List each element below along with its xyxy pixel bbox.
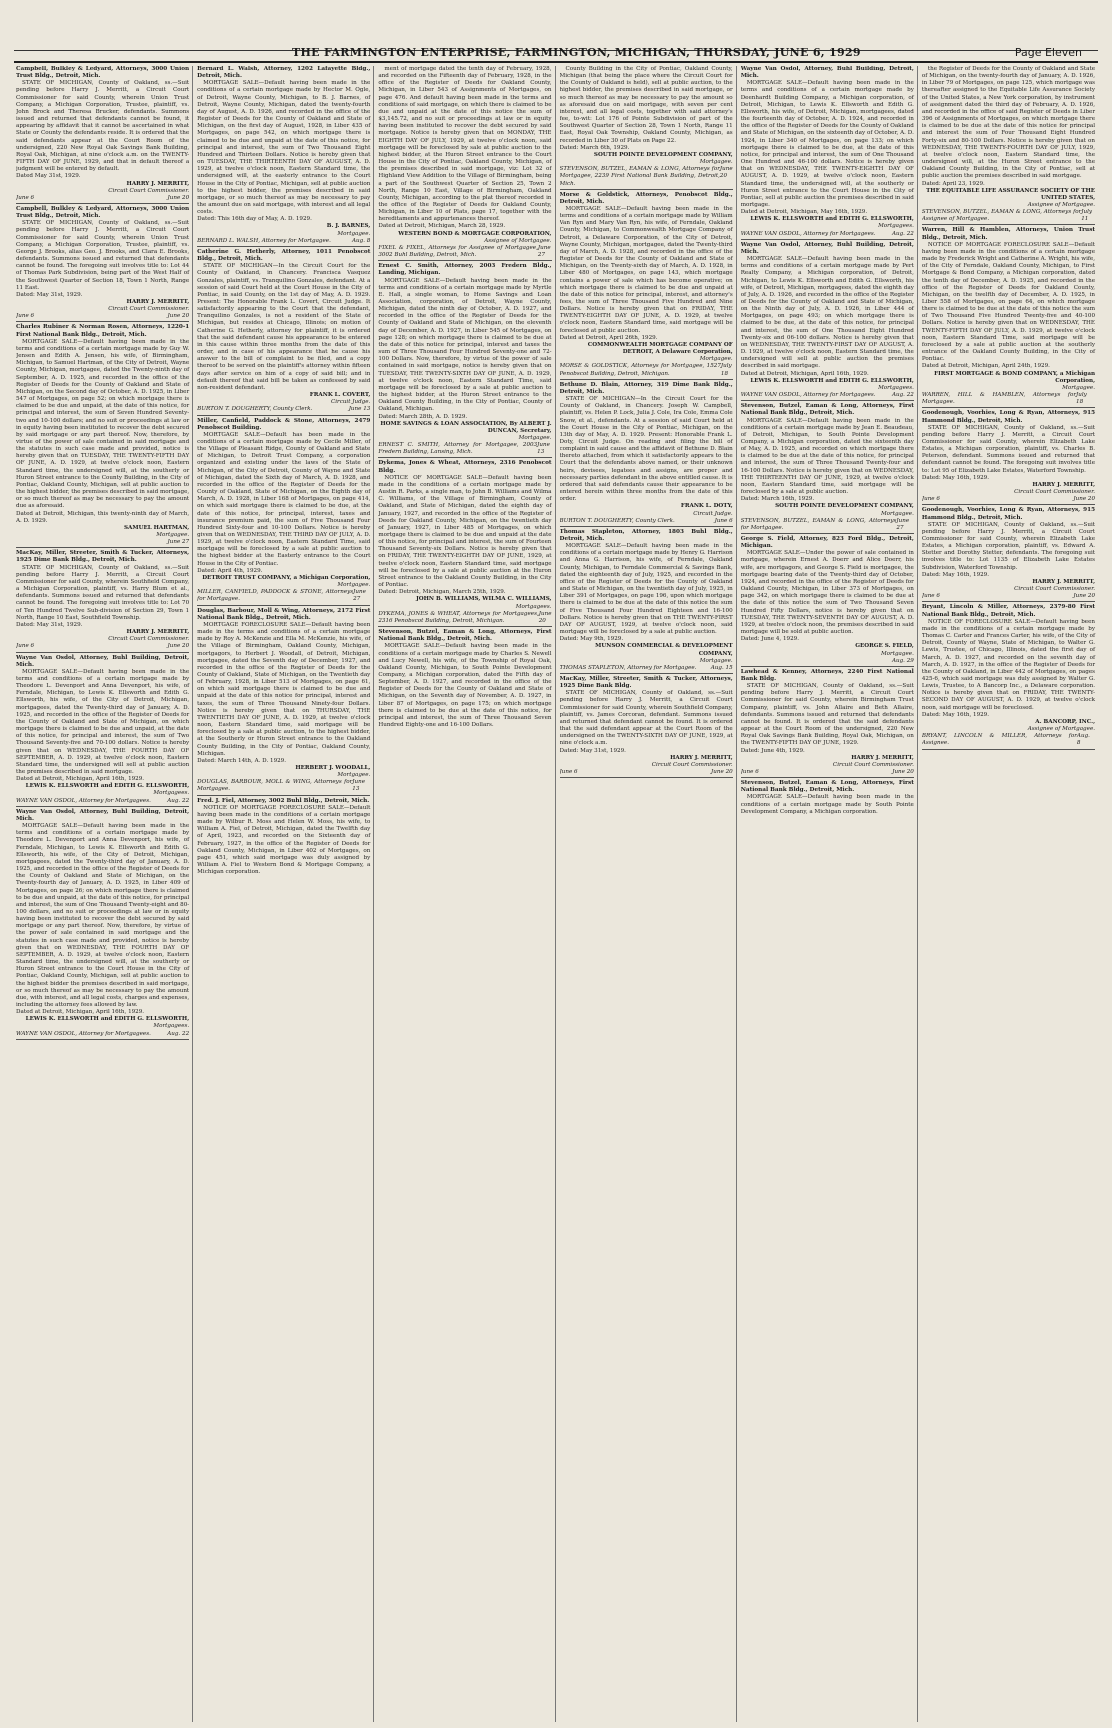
legal-notice — [922, 66, 1095, 225]
legal-notice — [16, 655, 189, 807]
notice-footer-right: June 13 — [352, 779, 366, 793]
notice-dated: Dated at Detroit, Michigan, April 24th, 1929. — [921, 363, 1050, 370]
notice-footer-left: June 6 — [921, 593, 940, 600]
notice-footer-right: July 18 — [720, 363, 732, 377]
notice-heading: Morse & Goldstick, Attorneys, Penobscot Bldg., Detroit, Mich. — [559, 191, 733, 205]
notice-role: Assignee of Mortgagee. — [1027, 726, 1096, 733]
notice-heading: Goodenough, Voorhies, Long & Ryan, Attorneys, 915 Hammond Bldg., Detroit, Mich. — [921, 507, 1096, 521]
notice-dated: Dated at Detroit, Michigan, April 16th, 1929. — [16, 776, 145, 783]
notice-footer — [378, 245, 551, 261]
notice-footer-right: July 18 — [1076, 392, 1087, 406]
notice-role: Mortgagee. — [1062, 384, 1096, 391]
notice-role: Circuit Court Commissioner. — [651, 761, 733, 768]
notice-footer — [16, 1031, 189, 1040]
notice-body: STATE OF MICHIGAN—In the Circuit Court for the County of Oakland, in Chancery. Francisca Vasquez Gonzales, plaintiff, vs. Tranquilino Gonzales, defendant. At a session of said Court held at the Court House in the City of Pontiac, in said County, on the 1st day of May, A. D. 1929. Present: The Honorable Frank L. Covert, Circuit Judge. It satisfactorily appearing to the Court that the defendant, Tranquilino Gonzales, is not a resident of the State of Michigan, but resides at Chicago, Illinois; on motion of Catherine G. Hetherly, attorney for plaintiff, it is ordered that the said defendant cause his appearance to be entered in this cause within three months from the date of this order, and in case of his appearance that he cause his answer to the bill of complaint to be filed, and a copy thereof to be served on the plaintiff's attorney within fifteen days after service on him of a copy of said bill; and in default thereof that said bill be taken as confessed by said non-resident defendant. — [197, 263, 371, 391]
notice-dated: Dated: March 28th, A. D. 1929. — [378, 413, 468, 420]
notice-footer-right: June 27 — [537, 244, 551, 259]
notice-footer-right: Aug. 29 — [891, 657, 914, 664]
legal-notice — [922, 410, 1095, 505]
notice-body: MORTGAGE FORECLOSURE SALE—Default having been made in the terms and conditions of a certain mortgage made by Roy A. McKenzie and Ella M. McKenzie, his wife, of the Village of Birmingham, Oakland County, Michigan, mortgagors, to Herbert J. Woodall, of Detroit, Michigan, mortgagee, dated the Seventh day of December, 1927, and recorded in the office of the Register of Deeds for the County of Oakland, State of Michigan, on the Twentieth day of February, 1928, in Liber 513 of Mortgages, on page 61, on which said mortgage there is claimed to be due and unpaid at the date of this notice for principal, interest and taxes, the sum of Three Thousand Ninety-four Dollars. Notice is hereby given that on THURSDAY, THE TWENTIETH DAY OF JUNE, A. D. 1929, at twelve o'clock noon, Eastern Standard time, said mortgage will be foreclosed by a sale at public auction, to the highest bidder, at the Southerly or Huron Street entrance to the Oakland County Building, in the City of Pontiac, Oakland County, Michigan. — [197, 621, 371, 757]
notice-footer-right: Aug. 22 — [891, 392, 914, 399]
notice-heading: Catherine G. Hetherly, Attorney, 1011 Penobscot Bldg., Detroit, Mich. — [197, 248, 371, 263]
notice-dated: Dated: March 14th, A. D. 1929. — [197, 757, 287, 764]
newspaper-column-5 — [741, 66, 918, 1722]
notice-body: County Building in the City of Pontiac, Oakland County, Michigan (that being the place where the Circuit Court for the County of Oakland is held), sell at public auction, to the highest bidder, the premises described in said mortgage, or so much thereof as may be necessary to pay the amount so as aforesaid due on said mortgage, with seven per cent interest, and all legal costs, together with said attorney's fee, to-wit: Lot 176 of Pointe Subdivision of part of the Southwest Quarter of Section 28, Town 1 North, Range 11 East, Royal Oak Township, Oakland County, Michigan, as recorded in Liber 30 of Plats on Page 22. — [559, 66, 733, 144]
notice-footer — [197, 779, 370, 795]
notice-signature: A. BANCORP, INC., — [1035, 718, 1096, 725]
notice-footer-right: Aug. 15 — [710, 664, 733, 671]
notice-heading: Charles Rubiner & Norman Rosen, Attorneys, 1220-1 First National Bank Bldg., Detroit, Mich. — [16, 324, 190, 338]
notice-signature: HARRY J. MERRITT, — [126, 180, 190, 187]
notice-body: MORTGAGE SALE—Default having been made in the conditions of a certain mortgage made by Henry G. Harrison and Anna G. Harrison, his wife, of Ferndale, Oakland County, Michigan, to Ferndale Commercial & Savings Bank, dated the eighteenth day of July, 1925, and recorded in the office of the Register of Deeds for the County of Oakland and State of Michigan, on the twentieth day of July, 1925, in Liber 391 of Mortgages, on page 196, upon which mortgage there is claimed to be due at the date of this notice the sum of Five Thousand Four Hundred Eighteen and 16-100 Dollars. Notice is hereby given that on THE TWENTY-FIRST DAY OF AUGUST, 1929, at twelve o'clock noon, said mortgage will be foreclosed by a sale at public auction. — [559, 543, 733, 636]
notice-footer-right: Aug. 22 — [167, 1030, 190, 1037]
notice-signature: HARRY J. MERRITT, — [1032, 481, 1096, 488]
notice-footer-left: June 6 — [16, 194, 35, 201]
notice-footer — [741, 518, 914, 534]
notice-footer-right: June 27 — [896, 517, 910, 531]
notice-heading: Wayne Van Osdol, Attorney, Buhl Building, Detroit, Mich. — [16, 654, 190, 668]
notice-footer — [16, 643, 189, 652]
notice-signature: JOHN B. WILLIAMS, WILMA C. WILLIAMS, — [416, 596, 552, 603]
notice-role: Mortgagee. — [699, 159, 733, 166]
notice-body: STATE OF MICHIGAN—In the Circuit Court for the County of Oakland, in Chancery. Joseph W. Campbell, plaintiff, vs. Helen P. Lock, Julia J. Cole, Ira Cole, Emma Cole Snow, et al., defendants. At a session of said Court held at the Court House in the City of Pontiac, Michigan, on the 13th day of May, A. D. 1929. Present: Honorable Frank L. Doty, Circuit Judge. On reading and filing the bill of complaint in said cause and the affidavit of Bethune D. Blain thereto attached, from which it satisfactorily appears to the Court that the defendants above named, or their unknown heirs, devisees, legatees and assigns, are proper and necessary parties defendant in the above entitled cause. It is ordered that said defendants cause their appearance to be entered herein within three months from the date of this order. — [559, 396, 733, 503]
notice-signature: LEWIS K. ELLSWORTH and EDITH G. ELLSWORTH, — [25, 1016, 190, 1023]
notice-heading: Bryant, Lincoln & Miller, Attorneys, 2379-80 First National Bank Bldg., Detroit, Mich. — [921, 604, 1096, 618]
notice-footer-left: BRYANT, LINCOLN & MILLER, Attorneys for Assignee. — [921, 733, 1077, 747]
legal-notice — [16, 324, 189, 548]
notice-footer-left: DYKEMA, JONES & WHEAT, Attorneys for Mortgagees, 2316 Penobscot Building, Detroit, Michigan. — [378, 610, 539, 624]
notice-footer — [922, 593, 1095, 602]
notice-footer-right: June 13 — [537, 442, 550, 456]
notice-body: STATE OF MICHIGAN, County of Oakland, ss.—Suit pending before Harry J. Merritt, a Circuit Court Commissioner for said County, wherein Southfield Company, plaintiff, vs. James Corcoran, defendant. Summons issued and returned that defendant cannot be found. It is ordered that the said defendant appear at the Court Room of the undersigned on the TWENTY-SIXTH DAY OF JUNE, 1929, at nine o'clock a.m. — [559, 690, 733, 747]
notice-footer-left: WAYNE VAN OSDOL, Attorney for Mortgagees. — [740, 230, 876, 237]
legal-notice — [560, 66, 733, 190]
notice-body: MORTGAGE SALE—Default having been made in the terms and conditions of a certain mortgage made by Guy W. Jensen and Edith A. Jensen, his wife, of Birmingham, Michigan, to Samuel Hartman, of the City of Detroit, Wayne County, Michigan, mortgagee, dated the Twenty-ninth day of September, A. D. 1925, and recorded in the office of the Register of Deeds for the County of Oakland and State of Michigan, on the Second day of October, A. D. 1925, in Liber 547 of Mortgages, on page 52; on which mortgage there is claimed to be due and unpaid, at the date of this notice, for principal and interest, the sum of Seven Hundred Seventy-two and 10-100 dollars; and no suit or proceedings at law or in equity having been instituted to recover the debt secured by said mortgage or any part thereof. Now, therefore, by virtue of the power of sale contained in said mortgage and the statutes in such case made and provided, notice is hereby given that on TUESDAY, THE TWENTY-FIFTH DAY OF JUNE, A. D. 1929, at twelve o'clock noon, Eastern Standard time, the undersigned will, at the southerly or Huron Street entrance to the County Building, in the City of Pontiac, Oakland County, Michigan, sell at public auction to the highest bidder, the premises described in said mortgage, or so much thereof as may be necessary to pay the amount due as aforesaid. — [16, 338, 190, 510]
legal-notice — [378, 66, 551, 261]
notice-body: MORTGAGE SALE—Default having been made in the terms and conditions of a certain mortgage made by Myrtle E. Hall, a single woman, to Home Savings and Loan Association, corporation, of Detroit, Wayne County, Michigan, dated the ninth day of October, A. D. 1927, and recorded in the office of the Register of Deeds for the County of Oakland and State of Michigan, on the eleventh day of December, A. D. 1927, in Liber 545 of Mortgages, on page 128; on which mortgage there is claimed to be due at the date of this notice for principal, interest and taxes the sum of Three Thousand Four Hundred Seventy-one and 72-100 Dollars. Now, therefore, by virtue of the power of sale contained in said mortgage, notice is hereby given that on TUESDAY, THE TWENTY-SIXTH DAY OF JUNE, A. D. 1929, at twelve o'clock noon, Eastern Standard Time, said mortgage will be foreclosed by a sale at public auction to the highest bidder, at the Huron Street entrance to the Oakland County Building, in the City of Pontiac, County of Oakland, Michigan. — [378, 277, 552, 413]
notice-role: Assignee of Mortgagee. — [1027, 201, 1096, 208]
notice-footer-left: DOUGLAS, BARBOUR, MOLL & WING, Attorneys for Mortgagee. — [197, 779, 353, 793]
notice-footer-left: MORSE & GOLDSTICK, Attorneys for Mortgagee, 1527 Penobscot Building, Detroit, Michigan. — [559, 363, 721, 377]
notice-role: Mortgagee. — [337, 582, 371, 589]
notice-footer — [741, 658, 914, 667]
notice-dated: Dated at Detroit, April 26th, 1929. — [559, 334, 658, 341]
notice-footer — [560, 363, 733, 379]
notice-footer-left: FIXEL & FIXEL, Attorneys for Assignee of Mortgagee, 3002 Buhl Building, Detroit, Mich. — [378, 244, 538, 259]
legal-notice — [560, 192, 733, 380]
masthead — [0, 0, 1112, 58]
notice-footer-left: WAYNE VAN OSDOL, Attorney for Mortgagees. — [740, 392, 876, 399]
notice-role: Mortgagees. — [515, 603, 552, 610]
notice-body: MORTGAGE SALE—Default having been made in the terms and conditions of a certain mortgage made by Deenhardt Building Company, a Michigan corporation, of Detroit, Michigan, to Lewis K. Ellsworth and Edith G. Ellsworth, his wife, of Detroit, Michigan, mortgagees, dated the fourteenth day of October, A. D. 1924, and recorded in the office of the Register of Deeds for the County of Oakland and State of Michigan, on the sixteenth day of October, A. D. 1924, in Liber 340 of Mortgages, on page 133; on which mortgage there is claimed to be due, at the date of this notice, for principal and interest, the sum of One Thousand One Hundred and 46-100 dollars. Notice is hereby given that on WEDNESDAY, THE TWENTY-EIGHTH DAY OF AUGUST, A. D. 1929, at twelve o'clock noon, Eastern Standard time, the undersigned will, at the southerly or Huron Street entrance to the Court House in the City of Pontiac, sell at public auction the premises described in said mortgage. — [740, 80, 914, 208]
notice-role: Circuit Court Commissioner. — [1014, 489, 1096, 496]
notice-role: Mortgagees. — [878, 223, 914, 230]
notice-footer-right: June 20 — [892, 769, 914, 775]
notice-heading: Goodenough, Voorhies, Long & Ryan, Attorneys, 915 Hammond Bldg., Detroit, Mich. — [921, 410, 1096, 424]
notice-dated: Dated: June 4, 1929. — [740, 636, 799, 643]
notice-body: MORTGAGE SALE—Default has been made in the conditions of a certain mortgage made by Cecile Miller, of the Village of Pleasant Ridge, County of Oakland and State of Michigan, to Detroit Trust Company, a corporation organized and existing under the laws of the State of Michigan, of the City of Detroit, County of Wayne and State of Michigan, dated the Sixth day of March, A. D. 1928, and recorded in the office of the Register of Deeds for the County of Oakland, State of Michigan, on the Eighth day of March, A. D. 1928, in Liber 168 of Mortgages, on page 414, on which said mortgage there is claimed to be due, at the date of this notice, for principal, interest, taxes and insurance premium paid, the sum of Five Thousand Four Hundred Sixty-four and 10-100 Dollars. Notice is hereby given that on WEDNESDAY, THE THIRD DAY OF JULY, A. D. 1929, at twelve o'clock noon, Eastern Standard Time, said mortgage will be foreclosed by a sale at public auction to the highest bidder at the Easterly entrance to the Court House in the City of Pontiac. — [197, 431, 371, 567]
notice-body: STATE OF MICHIGAN, County of Oakland, ss.—Suit pending before Harry J. Merritt, a Circuit Court Commissioner for said County, wherein Southfield Company, a Michigan Corporation, plaintiff, vs. Harry Blum et al., defendants. Summons issued and returned that defendants cannot be found. The foregoing suit involves title to: Lot 70 of Ten Hundred Twelve Sub-division of Section 29, Town 1 North, Range 10 East, Southfield Township. — [16, 564, 190, 621]
notice-role: Circuit Court Commissioner. — [108, 187, 190, 194]
notice-footer-left: BURTON T. DOUGHERTY, County Clerk. — [559, 517, 675, 524]
notice-signature: HARRY J. MERRITT, — [1032, 578, 1096, 585]
notice-role: Mortgagee. — [880, 650, 914, 657]
notice-signature: MUNSON COMMERCIAL & DEVELOPMENT COMPANY, — [595, 643, 733, 657]
notice-footer — [741, 769, 914, 778]
notice-footer — [16, 539, 189, 548]
notice-signature: FRANK L. DOTY, — [680, 503, 733, 510]
notice-heading: Fred. J. Fiel, Attorney, 3002 Buhl Bldg., Detroit, Mich. — [197, 797, 370, 804]
notice-role: Mortgagees. — [153, 790, 190, 797]
notice-footer-left: June 6 — [740, 769, 759, 775]
legal-notice — [922, 604, 1095, 749]
legal-notice — [741, 669, 914, 778]
notice-body: MORTGAGE SALE—Default having been made in the conditions of a certain mortgage made by Hector M. Ogle, of Detroit, Wayne County, Michigan, to B. J. Barnes, of Detroit, Wayne County, Michigan, dated the twenty-fourth day of August, A. D. 1926, and recorded in the office of the Register of Deeds for the County of Oakland and State of Michigan, on the first day of August, 1928, in Liber 435 of Mortgages, on page 542, on which mortgage there is claimed to be due and unpaid at the date of this notice, for principal and interest, the sum of Two Thousand Eight Hundred and Thirteen Dollars. Notice is hereby given that on TUESDAY, THE THIRTEENTH DAY OF AUGUST, A. D. 1929, at twelve o'clock noon, Eastern Standard time, the undersigned will, at the easterly entrance to the Court House in the City of Pontiac, Michigan, sell at public auction to the highest bidder, the premises described in said mortgage, or so much thereof as may be necessary to pay the amount due on said mortgage, with interest and all legal costs. — [197, 80, 371, 216]
notice-signature: FIRST MORTGAGE & BOND COMPANY, a Michigan Corporation, — [934, 370, 1096, 384]
notice-body: NOTICE OF FORECLOSURE SALE—Default having been made in the conditions of a certain mortgage made by Thomas C. Carter and Frances Carter, his wife, of the City of Detroit, County of Wayne, State of Michigan, to Walter G. Lewis, Trustee, of Chicago, Illinois, dated the first day of March, A. D. 1927, and recorded on the seventh day of March, A. D. 1927, in the office of the Register of Deeds for the County of Oakland, in Liber 442 of Mortgages, on pages 425-6, which said mortgage was duly assigned by Walter G. Lewis, Trustee, to A Bancorp Inc., a Delaware corporation. Notice is hereby given that on FRIDAY, THE TWENTY-SECOND DAY OF AUGUST, A. D. 1929, at twelve o'clock noon, said mortgage will be foreclosed. — [921, 618, 1096, 711]
notice-role: Mortgagee. — [699, 657, 733, 664]
notice-heading: George S. Field, Attorney, 823 Ford Bldg., Detroit, Michigan. — [740, 536, 914, 550]
notice-role: Circuit Court Commissioner. — [832, 761, 914, 768]
notice-footer-left: WAYNE VAN OSDOL, Attorney for Mortgagees. — [16, 797, 151, 804]
notice-footer — [560, 665, 733, 674]
notice-footer-right: June 20 — [538, 610, 552, 624]
notice-body: STATE OF MICHIGAN, County of Oakland, ss.—Suit pending before Harry J. Merritt, a Circuit Court Commissioner for said County, wherein Union Trust Company, a Michigan Corporation, Trustee, plaintiff, vs. George J. Brooks, alias Geo. J. Brooks, and Clara E. Brooks, defendants. Summons issued and returned that defendants cannot be found. The foregoing suit involves title to: Lot 44 of Thomas Park Subdivision, being part of the West Half of the Southwest Quarter of Section 18, Town 1 North, Range 11 East. — [16, 220, 190, 291]
notice-body: STATE OF MICHIGAN, County of Oakland, ss.—Suit pending before Harry J. Merritt, a Circuit Court Commissioner for said County, wherein Birmingham Trust Company, plaintiff, vs. John Allaire and Beth Allaire, defendants. Summons issued and returned that defendants cannot be found. It is ordered that the said defendants appear at the Court Room of the undersigned, 220 New Royal Oak Savings Bank Building, Royal Oak, Michigan, on the TWENTY-FIFTH DAY OF JUNE, 1929. — [740, 683, 914, 747]
notice-heading: MacKay, Miller, Streeter, Smith & Tucker, Attorneys, 1925 Dime Bank Bldg. — [559, 675, 733, 690]
legal-notice — [741, 66, 914, 240]
notice-role: Circuit Court Commissioner. — [108, 306, 190, 313]
notice-role: Circuit Judge. — [330, 399, 371, 406]
notice-footer-right: Aug. 22 — [167, 797, 190, 804]
notice-footer-right: June 27 — [353, 589, 366, 603]
notice-role: Mortgagee. — [156, 532, 190, 538]
newspaper-title: THE FARMINGTON ENTERPRISE, FARMINGTON, MICHIGAN, THURSDAY, JUNE 6, 1929 — [292, 46, 861, 59]
notice-signature: HERBERT J. WOODALL, — [295, 765, 371, 771]
notice-heading: Stevenson, Butzel, Eaman & Long, Attorneys, First National Bank Bldg., Detroit, Mich. — [378, 629, 552, 643]
legal-notice — [197, 249, 370, 416]
notice-body: ment of mortgage dated the tenth day of February, 1928, and recorded on the Fifteenth day of February, 1928, in the office of the Register of Deeds for Oakland County, Michigan, in Liber 543 of Assignments of Mortgages, on page 476. And default having been made in the terms and conditions of said mortgage, on which there is claimed to be due and unpaid at the date of this notice the sum of $3,145.72, and no suit or proceedings at law or in equity having been instituted to recover the debt secured by said mortgage. Notice is hereby given that on MONDAY, THE EIGHTH DAY OF JULY, 1929, at twelve o'clock noon, said mortgage will be foreclosed by sale at public auction to the highest bidder, at the Huron Street entrance to the Court House in the City of Pontiac, Oakland County, Michigan, of the premises described in said mortgage, viz: Lot 32 of Highland View Addition to the Village of Birmingham, being a part of the Southwest Quarter of Section 25, Town 2 North, Range 10 East, Village of Birmingham, Oakland County, Michigan, according to the plat thereof recorded in the office of the Register of Deeds for Oakland County, Michigan, in Liber 10 of Plats, page 17, together with the hereditaments and appurtenances thereof. — [378, 66, 552, 223]
legal-notice — [560, 676, 733, 778]
notice-heading: Ernest C. Smith, Attorney, 2003 Fredern Bldg., Landing, Michigan. — [378, 263, 552, 277]
notice-footer — [741, 231, 914, 240]
notice-footer-right: June 6 — [714, 517, 733, 524]
notice-dated: Dated: March 16th, 1929. — [740, 496, 815, 503]
legal-notice — [560, 529, 733, 674]
notice-signature: SAMUEL HARTMAN, — [124, 524, 190, 531]
notice-footer — [16, 313, 189, 322]
notice-body: NOTICE OF MORTGAGE FORECLOSURE SALE—Default having been made in the conditions of a certain mortgage made by Frederick Wright and Catherine A. Wright, his wife, of the City of Ferndale, Oakland County, Michigan, to First Mortgage & Bond Company, a Michigan corporation, dated the tenth day of December, A. D. 1925, and recorded in the office of the Register of Deeds for Oakland County, Michigan, on the twelfth day of December, A. D. 1925, in Liber 558 of Mortgages, on page 64, on which mortgage there is claimed to be due at the date of this notice the sum of Two Thousand Five Hundred Twenty-five and 40-100 Dollars. Notice is hereby given that on WEDNESDAY, THE TWENTY-FIFTH DAY OF JULY, A. D. 1929, at twelve o'clock noon, Eastern Standard Time, said mortgage will be foreclosed by a sale at public auction at the southerly entrance of the Oakland County Building, in the City of Pontiac. — [921, 241, 1096, 363]
notice-footer — [922, 209, 1095, 225]
notice-footer — [560, 769, 733, 778]
newspaper-column-4 — [560, 66, 737, 1722]
notice-dated: Dated: May 31st, 1929. — [16, 621, 83, 628]
notice-heading: MacKay, Miller, Streeter, Smith & Tucker, Attorneys, 1925 Dime Bank Bldg., Detroit, Mich. — [16, 550, 190, 564]
notice-heading: Warren, Hill & Hamblen, Attorneys, Union Trust Bldg., Detroit, Mich. — [921, 227, 1096, 241]
notice-heading: Stevenson, Butzel, Eaman & Long, Attorneys, First National Bank Bldg., Detroit, Mich. — [740, 780, 914, 794]
notice-footer-right: June 20 — [711, 769, 733, 775]
legal-notice — [741, 780, 914, 816]
newspaper-column-6 — [922, 66, 1098, 1722]
notice-footer — [922, 733, 1095, 749]
notice-role: Circuit Court Commissioner. — [1014, 586, 1096, 593]
notice-footer-right: Aug. 8 — [1076, 733, 1090, 747]
notice-dated: Dated at Detroit, Michigan, March 28, 1929. — [378, 223, 506, 230]
notice-heading: Stevenson, Butzel, Eaman & Long, Attorneys, First National Bank Bldg., Detroit, Mich. — [740, 403, 914, 417]
legal-notice — [922, 227, 1095, 408]
notice-signature: GEORGE S. FIELD, — [855, 643, 914, 650]
notice-footer — [741, 392, 914, 401]
notice-heading: Campbell, Bulkley & Ledyard, Attorneys, 3000 Union Trust Bldg., Detroit, Mich. — [16, 66, 190, 80]
notice-dated: Dated at Detroit, Michigan, April 16th, 1929. — [740, 370, 869, 377]
legal-notice — [378, 629, 551, 729]
notice-footer-right: June 27 — [167, 539, 190, 546]
notice-dated: Dated: May 31st, 1929. — [559, 747, 626, 754]
notice-signature: HOME SAVINGS & LOAN ASSOCIATION, By ALBERT J. DUNCAN, Secretary, — [380, 420, 552, 434]
notice-footer — [922, 392, 1095, 408]
notice-body: the Register of Deeds for the County of Oakland and State of Michigan, on the twenty-fourth day of January, A. D. 1926, in Liber 79 of Mortgages, on page 125, which mortgage was thereafter assigned to the Equitable Life Assurance Society of the United States, a New York corporation, by instrument of assignment dated the third day of February, A. D. 1926, and recorded in the office of said Register of Deeds in Liber 396 of Assignments of Mortgages, on which mortgage there is claimed to be due at the date of this notice for principal and interest the sum of Four Thousand Eight Hundred Forty-six and 80-100 Dollars. Notice is hereby given that on WEDNESDAY, THE TWENTY-FOURTH DAY OF JULY, 1929, at twelve o'clock noon, Eastern Standard time, the undersigned will, at the Huron Street entrance to the Oakland County Building, in the City of Pontiac, sell at public auction the premises described in said mortgage. — [921, 66, 1096, 180]
masthead-rule — [14, 61, 1098, 63]
notice-footer-left: June 6 — [16, 643, 35, 650]
legal-notice — [16, 66, 189, 204]
notice-body: STATE OF MICHIGAN, County of Oakland, ss.—Suit pending before Harry J. Merritt, a Circuit Court Commissioner for said County, wherein Elizabeth Lake Estates, a Michigan corporation, plaintiff, vs. Charles B. Peterson, defendant. Summons issued and returned that defendant cannot be found. The foregoing suit involves title to: Lot 95 of Elizabeth Lake Estates, Waterford Township. — [921, 424, 1096, 474]
notice-dated: Dated May 31st, 1929. — [16, 173, 81, 180]
notice-dated: Dated: May 16th, 1929. — [921, 571, 990, 578]
legal-notice — [197, 608, 370, 796]
notice-role: Circuit Judge. — [693, 510, 733, 517]
notice-role: Mortgagees. — [878, 384, 914, 391]
notice-signature: HARRY J. MERRITT, — [126, 629, 190, 636]
notice-footer-left: ERNEST C. SMITH, Attorney for Mortgagee, 2003 Fredern Building, Lansing, Mich. — [378, 442, 538, 456]
notice-heading: Lawhead & Kenney, Attorneys, 2240 First National Bank Bldg. — [740, 668, 914, 682]
notice-dated: Dated: May 16th, 1929. — [921, 474, 990, 481]
notice-dated: Dated at Detroit, Michigan, this twenty-ninth day of March, A. D. 1929. — [16, 510, 190, 524]
newspaper-column-1 — [16, 66, 193, 1722]
notice-footer — [197, 589, 370, 605]
notice-dated: Dated: April 4th, 1929. — [197, 567, 263, 574]
notice-heading: Dykema, Jones & Wheat, Attorneys, 2316 Penobscot Bldg. — [378, 460, 552, 474]
notice-dated: Dated: March 6th, 1929. — [559, 144, 630, 151]
notice-body: MORTGAGE SALE—Default having been made in the terms and conditions of a certain mortgage made by William Van Ryn and Mary Van Ryn, his wife, of Ferndale, Oakland County, Michigan, to Commonwealth Mortgage Company of Detroit, a Delaware Corporation, of the City of Detroit, Wayne County, Michigan, mortgagee, dated the Twenty-third day of March, A. D. 1928, and recorded in the office of the Register of Deeds for the County of Oakland and State of Michigan, on the Twenty-sixth day of March, A. D. 1928, in Liber 480 of Mortgages, on page 143, which mortgage contains a power of sale which has become operative; on which mortgage there is claimed to be due and unpaid at the date of this notice for principal, interest, and attorney's fees, the sum of Three Thousand Five Hundred and Nine Dollars. Notice is hereby given that on FRIDAY, THE TWENTY-EIGHTH DAY OF JUNE, A. D. 1929, at twelve o'clock noon, Eastern Standard time, said mortgage will be foreclosed at public auction. — [559, 205, 733, 334]
notice-body: STATE OF MICHIGAN, County of Oakland, ss.—Suit pending before Harry J. Merritt, a Circuit Court Commissioner for said County, wherein Elizabeth Lake Estates, a Michigan corporation, plaintiff, vs. Edward A. Stetter and Dorothy Stetter, defendants. The foregoing suit involves title to: Lot 1135 of Elizabeth Lake Estates Subdivision, Waterford Township. — [921, 521, 1096, 571]
notice-role: Mortgagee. — [337, 230, 371, 237]
notice-footer-left: WAYNE VAN OSDOL, Attorney for Mortgagees. — [16, 1030, 151, 1037]
notice-footer — [16, 195, 189, 204]
notice-body: MORTGAGE SALE—Default having been made in the terms and conditions of a certain mortgage made by Pert Realty Company, a Michigan corporation, of Detroit, Michigan, to Lewis K. Ellsworth and Edith G. Ellsworth, his wife, of Detroit, Michigan, mortgagees, dated the eighth day of July, A. D. 1926, and recorded in the office of the Register of Deeds for the County of Oakland and State of Michigan, on the Ninth day of July, A. D. 1926, in Liber 444 of Mortgages, on page 493; on which mortgage there is claimed to be due, at the date of this notice, for principal and interest, the sum of One Thousand Eight Hundred Twenty-six and 06-100 dollars. Notice is hereby given that on WEDNESDAY, THE TWENTY-FIRST DAY OF AUGUST, A. D. 1929, at twelve o'clock noon, Eastern Standard time, the undersigned will sell at public auction the premises described in said mortgage. — [740, 256, 914, 370]
notice-heading: Thomas Stapleton, Attorney, 1803 Buhl Bldg., Detroit, Mich. — [559, 528, 733, 542]
notice-body: MORTGAGE SALE—Under the power of sale contained in mortgage, wherein Ernest A. Doerr and Alice Doerr, his wife, are mortgagors, and George S. Field is mortgagee, the mortgage bearing date of the Twenty-third day of October, 1924, and recorded in the office of the Register of Deeds for Oakland County, Michigan, in Liber 373 of Mortgages, on page 342, on which mortgage there is claimed to be due at the date of this notice the sum of Two Thousand Seven Hundred Fifty Dollars, notice is hereby given that on TUESDAY, THE TWENTY-SEVENTH DAY OF AUGUST, A. D. 1929, at twelve o'clock noon, the premises described in said mortgage will be sold at public auction. — [740, 550, 914, 636]
notice-dated: Dated: May 31st, 1929. — [16, 291, 83, 298]
notice-footer-left: June 6 — [16, 313, 35, 320]
notice-signature: THE EQUITABLE LIFE ASSURANCE SOCIETY OF THE UNITED STATES, — [926, 187, 1096, 201]
notice-footer — [197, 406, 370, 415]
notice-signature: LEWIS K. ELLSWORTH and EDITH G. ELLSWORTH, — [750, 216, 914, 223]
notice-footer-right: Aug. 22 — [891, 230, 914, 237]
notice-footer-left: BURTON T. DOUGHERTY, County Clerk. — [197, 406, 313, 413]
notice-signature: HARRY J. MERRITT, — [126, 299, 190, 305]
newspaper-column-2 — [197, 66, 374, 1722]
notice-heading: Wayne Van Osdol, Attorney, Buhl Building, Detroit, Mich. — [16, 808, 190, 822]
notice-heading: Campbell, Bulkley & Ledyard, Attorneys, 3000 Union Trust Bldg., Detroit, Mich. — [16, 205, 190, 220]
notice-footer-left: June 6 — [921, 496, 940, 503]
notice-signature: LEWIS K. ELLSWORTH and EDITH G. ELLSWORTH, — [25, 783, 190, 790]
notice-footer-left: STEVENSON, BUTZEL, EAMAN & LONG, Attorneys for Mortgagee, 2239 First National Bank Building, Detroit, Mich. — [559, 166, 720, 187]
notice-dated: Dated: This 16th day of May, A. D. 1929. — [197, 216, 312, 223]
legal-notice — [741, 536, 914, 667]
notice-footer-right: June 20 — [719, 166, 733, 180]
notice-footer-left: MILLER, CANFIELD, PADDOCK & STONE, Attorneys for Mortgagee. — [197, 589, 354, 603]
notice-signature: HARRY J. MERRITT, — [670, 754, 733, 761]
notice-footer — [378, 611, 551, 627]
notice-dated: Dated at Detroit, Michigan, May 16th, 1929. — [740, 209, 868, 216]
legal-notice — [378, 263, 551, 458]
legal-notice — [741, 242, 914, 401]
notice-body: MORTGAGE SALE—Default having been made in the terms and conditions of a certain mortgage made by Theodore L. Devenport and Anna Devenport, his wife, of Ferndale, Michigan, to Lewis K. Ellsworth and Edith G. Ellsworth, his wife, of the City of Detroit, Michigan, mortgagees, dated the Twenty-third day of January, A. D. 1925, and recorded in the office of the Register of Deeds for the County of Oakland and State of Michigan, on which mortgage there is claimed to be due and unpaid, at the date of this notice, for principal and interest, the sum of Two Thousand Seventy-five and 70-100 dollars. Notice is hereby given that on WEDNESDAY, THE FOURTH DAY OF SEPTEMBER, A. D. 1929, at twelve o'clock noon, Eastern Standard time, the undersigned will sell at public auction the premises described in said mortgage. — [16, 668, 190, 775]
legal-notice-columns — [16, 66, 1098, 1722]
notice-footer-left: THOMAS STAPLETON, Attorney for Mortgagee. — [559, 664, 697, 671]
notice-signature: SOUTH POINTE DEVELOPMENT COMPANY, — [775, 503, 914, 510]
notice-signature: FRANK L. COVERT, — [309, 392, 371, 399]
notice-role: Mortgagees. — [153, 1023, 190, 1030]
notice-signature: HARRY J. MERRITT, — [851, 754, 914, 761]
notice-role: Circuit Court Commissioner. — [108, 636, 190, 643]
notice-body: MORTGAGE SALE—Default having been made in the conditions of a certain mortgage made by South Pointe Development Company, a Michigan corporation. — [740, 794, 914, 815]
notice-footer-right: Aug. 8 — [352, 237, 371, 244]
notice-footer-left: BERNARD L. WALSH, Attorney for Mortgagee. — [197, 237, 331, 244]
notice-role: Mortgagee. — [699, 356, 733, 363]
legal-notice — [197, 418, 370, 606]
notice-signature: B. J. BARNES, — [326, 223, 371, 230]
notice-footer — [560, 518, 733, 527]
notice-footer — [197, 238, 370, 247]
notice-body: STATE OF MICHIGAN, County of Oakland, ss.—Suit pending before Harry J. Merritt, a Circuit Court Commissioner for said County, wherein Union Trust Company, a Michigan Corporation, Trustee, plaintiff, vs. John Brock and Theresa Brucker, defendants. Summons issued and returned that defendants cannot be found, it appearing by affidavit that it cannot be ascertained in what State or County the defendants reside. It is ordered that the said defendants appear at the Court Room of the undersigned, 220 New Royal Oak Savings Bank Building, Royal Oak, Michigan, at nine o'clock a.m. on the TWENTY-FIFTH DAY OF JUNE, 1929, and that in default thereof a judgment will be entered by default. — [16, 80, 190, 173]
notice-signature: SOUTH POINTE DEVELOPMENT COMPANY, — [593, 151, 733, 158]
notice-body: NOTICE OF MORTGAGE SALE—Default having been made in the conditions of a certain mortgage made by Austin R. Parks, a single man, to John B. Williams and Wilma C. Williams, of the Village of Birmingham, County of Oakland, and State of Michigan, dated the eighth day of January, 1927, and recorded in the office of the Register of Deeds for Oakland County, Michigan, on the twentieth day of January, 1927, in Liber 485 of Mortgages, on which mortgage there is claimed to be due and unpaid at the date of this notice, for principal and interest, the sum of Fourteen Thousand Seventy-six Dollars. Notice is hereby given that on FRIDAY, THE TWENTY-EIGHTH DAY OF JUNE, 1929, at twelve o'clock noon, Eastern Standard time, said mortgage will be foreclosed by a sale at public auction at the Huron Street entrance to the Oakland County Building, in the City of Pontiac. — [378, 474, 552, 589]
notice-body: MORTGAGE SALE—Default having been made in the terms and conditions of a certain mortgage made by Theodore L. Devenport and Anna Devenport, his wife, of Ferndale, Michigan, to Lewis K. Ellsworth and Edith G. Ellsworth, his wife, of the City of Detroit, Michigan, mortgagees, dated the Twenty-third day of January, A. D. 1925, and recorded in the office of the Register of Deeds for the County of Oakland and State of Michigan, on the Twenty-fourth day of January, A. D. 1925, in Liber 409 of Mortgages, on page 26; on which mortgage there is claimed to be due and unpaid, at the date of this notice, for principal and interest, the sum of One Thousand Twenty-eight and 80-100 dollars, and no suit or proceedings at law or in equity having been instituted to recover the debt secured by said mortgage or any part thereof. Now, therefore, by virtue of the power of sale contained in said mortgage and the statutes in such case made and provided, notice is hereby given that on WEDNESDAY, THE FOURTH DAY OF SEPTEMBER, A. D. 1929, at twelve o'clock noon, Eastern Standard time, the undersigned will, at the southerly or Huron Street entrance to the Court House in the City of Pontiac, Oakland County, Michigan, sell at public auction to the highest bidder the premises described in said mortgage, or so much thereof as may be necessary to pay the amount due, with interest, and all legal costs, charges and expenses, including the attorney fees allowed by law. — [16, 823, 190, 1008]
notice-signature: COMMONWEALTH MORTGAGE COMPANY OF DETROIT, A Delaware Corporation, — [587, 341, 733, 356]
notice-signature: LEWIS K. ELLSWORTH and EDITH G. ELLSWORTH, — [750, 377, 914, 384]
notice-footer — [560, 166, 733, 189]
notice-body: NOTICE OF MORTGAGE FORECLOSURE SALE—Default having been made in the conditions of a certain mortgage made by Wilbur R. Moss and Helen W. Moss, his wife, to William A. Fiel, of Detroit, Michigan, dated the Twelfth day of April, 1923, and recorded on the Sixteenth day of February, 1927, in the office of the Register of Deeds for Oakland County, Michigan, in Liber 402 of Mortgages, on page 451, which said mortgage was duly assigned by William A. Fiel to Western Bond & Mortgage Company, a Michigan corporation. — [197, 804, 371, 876]
legal-notice — [922, 507, 1095, 602]
notice-footer-right: June 20 — [1073, 496, 1096, 503]
notice-heading: Wayne Van Osdol, Attorney, Buhl Building, Detroit, Mich. — [740, 66, 914, 80]
notice-footer-right: June 20 — [1073, 593, 1096, 600]
notice-heading: Bernard L. Walsh, Attorney, 1202 Lafayette Bldg., Detroit, Mich. — [197, 66, 371, 80]
legal-notice — [560, 382, 733, 527]
legal-notice — [16, 550, 189, 652]
notice-role: Mortgagee. — [337, 772, 371, 779]
notice-heading: Miller, Canfield, Paddock & Stone, Attorneys, 2479 Penobscot Building. — [197, 417, 371, 431]
notice-footer-left: STEVENSON, BUTZEL, EAMAN & LONG, Attorneys for Mortgagee. — [740, 517, 897, 531]
legal-notice — [197, 798, 370, 877]
legal-notice — [197, 66, 370, 247]
notice-footer-right: June 20 — [167, 643, 190, 650]
notice-footer — [922, 496, 1095, 505]
notice-role: Assignee of Mortgagee. — [484, 237, 552, 244]
notice-role: Mortgagee. — [518, 434, 552, 441]
legal-notice — [16, 809, 189, 1040]
notice-footer-right: June 20 — [167, 194, 190, 201]
legal-notice — [741, 403, 914, 534]
notice-dated: Dated: May 9th, 1929. — [559, 636, 624, 643]
legal-notice — [16, 206, 189, 323]
notice-dated: Dated: June 4th, 1929. — [740, 747, 805, 754]
notice-footer-left: WARREN, HILL & HAMBLEN, Attorneys for Mortgagee. — [921, 392, 1077, 406]
notice-dated: Dated at Detroit, Michigan, April 16th, 1929. — [16, 1009, 145, 1016]
notice-dated: Dated: April 23, 1929. — [921, 180, 985, 187]
legal-notice — [378, 460, 551, 627]
newspaper-column-3 — [378, 66, 555, 1722]
notice-heading: Wayne Van Osdol, Attorney, Buhl Building, Detroit, Mich. — [740, 241, 914, 255]
notice-footer-left: STEVENSON, BUTZEL, EAMAN & LONG, Attorneys for Assignee of Mortgagee. — [921, 209, 1082, 223]
notice-footer-right: June 20 — [167, 313, 190, 320]
notice-dated: Dated: May 16th, 1929. — [921, 711, 990, 718]
notice-footer-left: June 6 — [559, 769, 578, 775]
notice-heading: Bethune D. Blain, Attorney, 319 Dime Bank Bldg., Detroit, Mich. — [559, 381, 733, 395]
notice-footer-right: June 13 — [348, 406, 371, 413]
notice-heading: Douglas, Barbour, Moll & Wing, Attorneys, 2172 First National Bank Bldg., Detroit, Mich. — [197, 607, 371, 621]
notice-signature: WESTERN BOND & MORTGAGE CORPORATION, — [398, 230, 552, 237]
notice-footer — [378, 442, 551, 458]
notice-dated: Dated: Detroit, Michigan, March 25th, 1929. — [378, 589, 506, 596]
notice-footer — [16, 798, 189, 807]
notice-signature: DETROIT TRUST COMPANY, a Michigan Corporation, — [202, 574, 371, 581]
notice-body: MORTGAGE SALE—Default having been made in the conditions of a certain mortgage made by Charles S. Newell and Lucy Newell, his wife, of the Township of Royal Oak, Oakland County, Michigan, to South Pointe Development Company, a Michigan corporation, dated the Fifth day of September, A. D. 1927, and recorded in the office of the Register of Deeds for the County of Oakland and State of Michigan, on the Seventh day of November, A. D. 1927, in Liber 87 of Mortgages, on page 175; on which mortgage there is claimed to be due at the date of this notice, for principal and interest, the sum of Three Thousand Seven Hundred Eighty-one and 16-100 Dollars. — [378, 643, 552, 729]
notice-role: Mortgagee. — [880, 510, 914, 517]
notice-body: MORTGAGE SALE—Default having been made in the conditions of a certain mortgage made by Jean E. Beaudeau, of Detroit, Michigan, to South Pointe Development Company, a Michigan corporation, dated the sixteenth day of May, A. D. 1925, and recorded on which mortgage there is claimed to be due at the date of this notice, for principal and interest, the sum of Three Thousand Twenty-four and 16-100 Dollars. Notice is hereby given that on WEDNESDAY, THE THIRTEENTH DAY OF JUNE, 1929, at twelve o'clock noon, Eastern Standard time, said mortgage will be foreclosed by a sale at public auction. — [740, 417, 914, 496]
notice-footer-right: July 11 — [1081, 209, 1093, 223]
page-number: Page Eleven — [1014, 46, 1082, 59]
